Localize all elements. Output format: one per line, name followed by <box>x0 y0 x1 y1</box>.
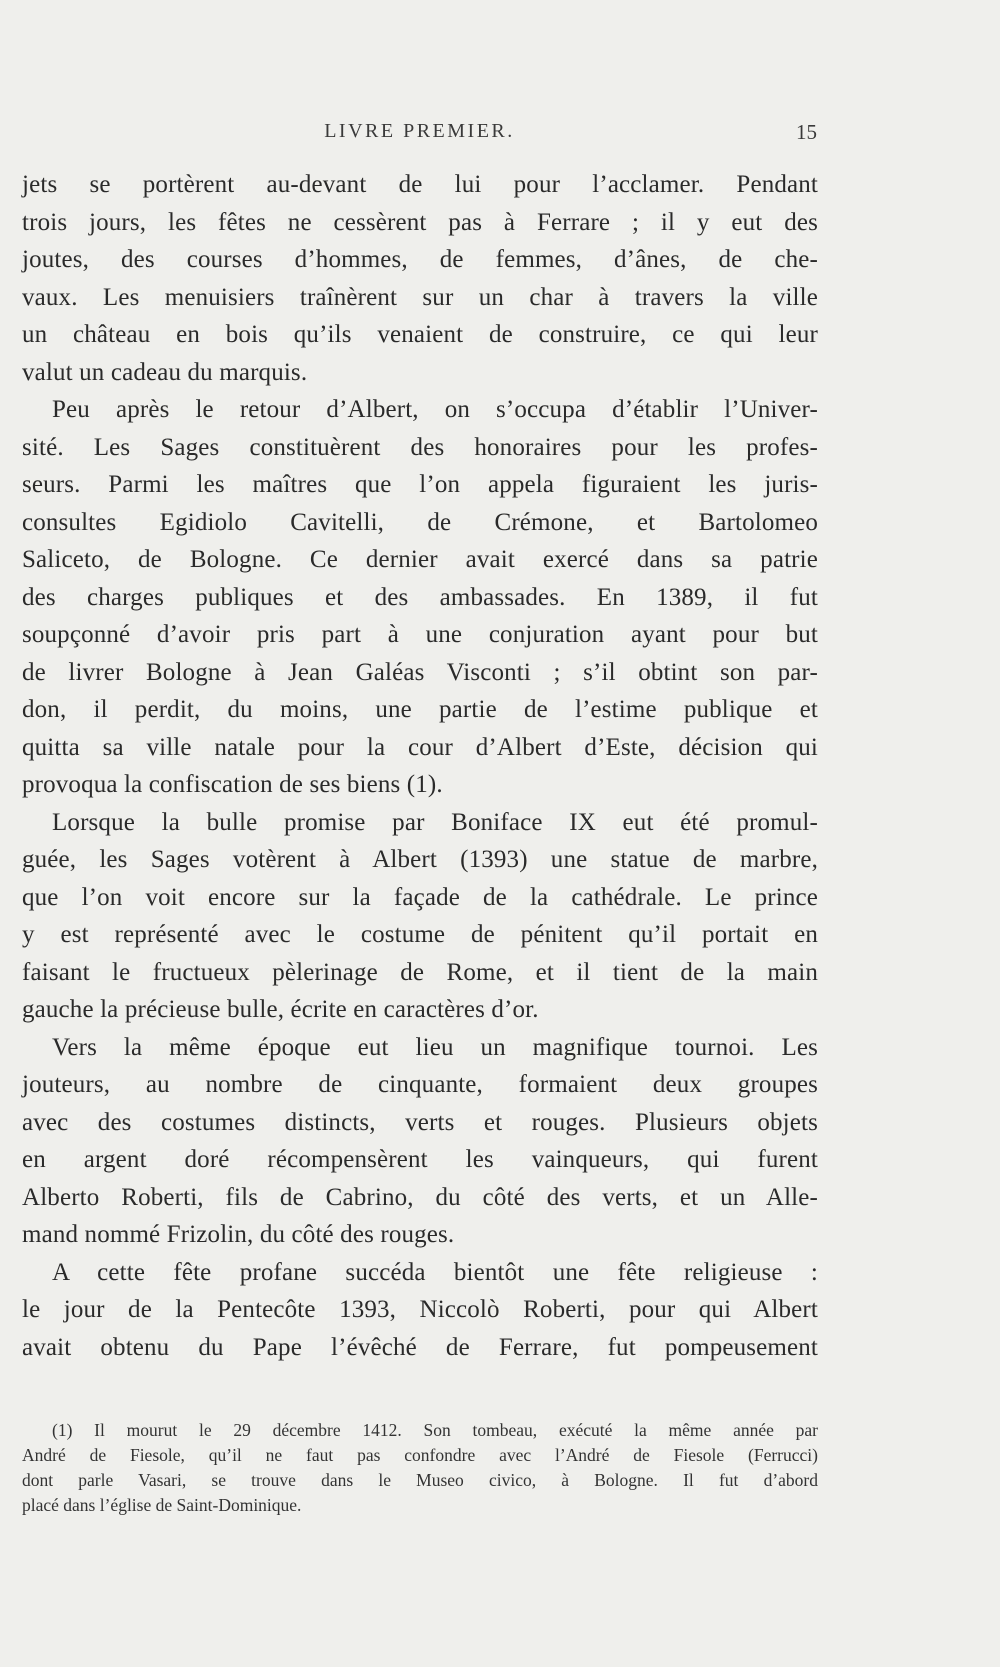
text-line: consultes Egidiolo Cavitelli, de Crémone, et Bartolomeo <box>22 508 818 536</box>
text-line: que l’on voit encore sur la façade de la cathédrale. Le prince <box>22 883 818 911</box>
text-line: provoqua la confiscation de ses biens (1). <box>22 771 443 798</box>
text-line: en argent doré récompensèrent les vainqueurs, qui furent <box>22 1146 818 1173</box>
text-line: avec des costumes distincts, verts et rouges. Plusieurs objets <box>22 1108 818 1136</box>
text-line: Saliceto, de Bologne. Ce dernier avait exercé dans sa patrie <box>22 546 818 573</box>
text-line: Lorsque la bulle promise par Boniface IX eut été promul- <box>52 808 818 836</box>
text-line: sité. Les Sages constituèrent des honoraires pour les profes- <box>22 433 818 461</box>
footnote-line: (1) Il mourut le 29 décembre 1412. Son tombeau, exécuté la même année par <box>52 1420 818 1440</box>
page-header <box>22 120 817 150</box>
running-title: LIVRE PREMIER. <box>324 120 515 142</box>
text-line: des charges publiques et des ambassades. En 1389, il fut <box>22 583 818 611</box>
text-line: y est représenté avec le costume de pénitent qu’il portait en <box>22 921 818 948</box>
text-line: le jour de la Pentecôte 1393, Niccolò Roberti, pour qui Albert <box>22 1296 818 1323</box>
footnote-line: dont parle Vasari, se trouve dans le Museo civico, à Bologne. Il fut d’abord <box>22 1470 818 1490</box>
text-line: un château en bois qu’ils venaient de construire, ce qui leur <box>22 321 818 348</box>
text-line: vaux. Les menuisiers traînèrent sur un char à travers la ville <box>22 283 818 311</box>
text-line: quitta sa ville natale pour la cour d’Albert d’Este, décision qui <box>22 733 818 761</box>
footnotes <box>22 1418 818 1518</box>
text-line: jets se portèrent au-devant de lui pour l’acclamer. Pendant <box>22 171 818 198</box>
page-number: 15 <box>796 120 817 144</box>
text-line: gauche la précieuse bulle, écrite en caractères d’or. <box>22 996 539 1023</box>
text-line: A cette fête profane succéda bientôt une fête religieuse : <box>52 1258 818 1286</box>
footnote-line: placé dans l’église de Saint-Dominique. <box>22 1495 302 1515</box>
text-line: avait obtenu du Pape l’évêché de Ferrare, fut pompeusement <box>22 1333 818 1361</box>
text-line: de livrer Bologne à Jean Galéas Visconti ; s’il obtint son par- <box>22 658 818 686</box>
body-text <box>22 166 818 1366</box>
text-line: mand nommé Frizolin, du côté des rouges. <box>22 1221 455 1248</box>
text-line: valut un cadeau du marquis. <box>22 358 308 386</box>
text-line: soupçonné d’avoir pris part à une conjuration ayant pour but <box>22 621 818 648</box>
text-line: Peu après le retour d’Albert, on s’occupa d’établir l’Univer- <box>52 396 818 423</box>
text-line: jouteurs, au nombre de cinquante, formaient deux groupes <box>22 1071 818 1098</box>
text-line: Vers la même époque eut lieu un magnifique tournoi. Les <box>52 1033 818 1061</box>
text-line: faisant le fructueux pèlerinage de Rome, et il tient de la main <box>22 958 818 986</box>
text-line: don, il perdit, du moins, une partie de l’estime publique et <box>22 696 818 723</box>
text-line: guée, les Sages votèrent à Albert (1393) une statue de marbre, <box>22 846 818 873</box>
text-line: Alberto Roberti, fils de Cabrino, du côté des verts, et un Alle- <box>22 1183 818 1211</box>
footnote-line: André de Fiesole, qu’il ne faut pas confondre avec l’André de Fiesole (Ferrucci) <box>22 1445 818 1465</box>
text-line: seurs. Parmi les maîtres que l’on appela figuraient les juris- <box>22 471 818 498</box>
text-line: trois jours, les fêtes ne cessèrent pas à Ferrare ; il y eut des <box>22 208 818 236</box>
text-line: joutes, des courses d’hommes, de femmes, d’ânes, de che- <box>22 246 818 273</box>
